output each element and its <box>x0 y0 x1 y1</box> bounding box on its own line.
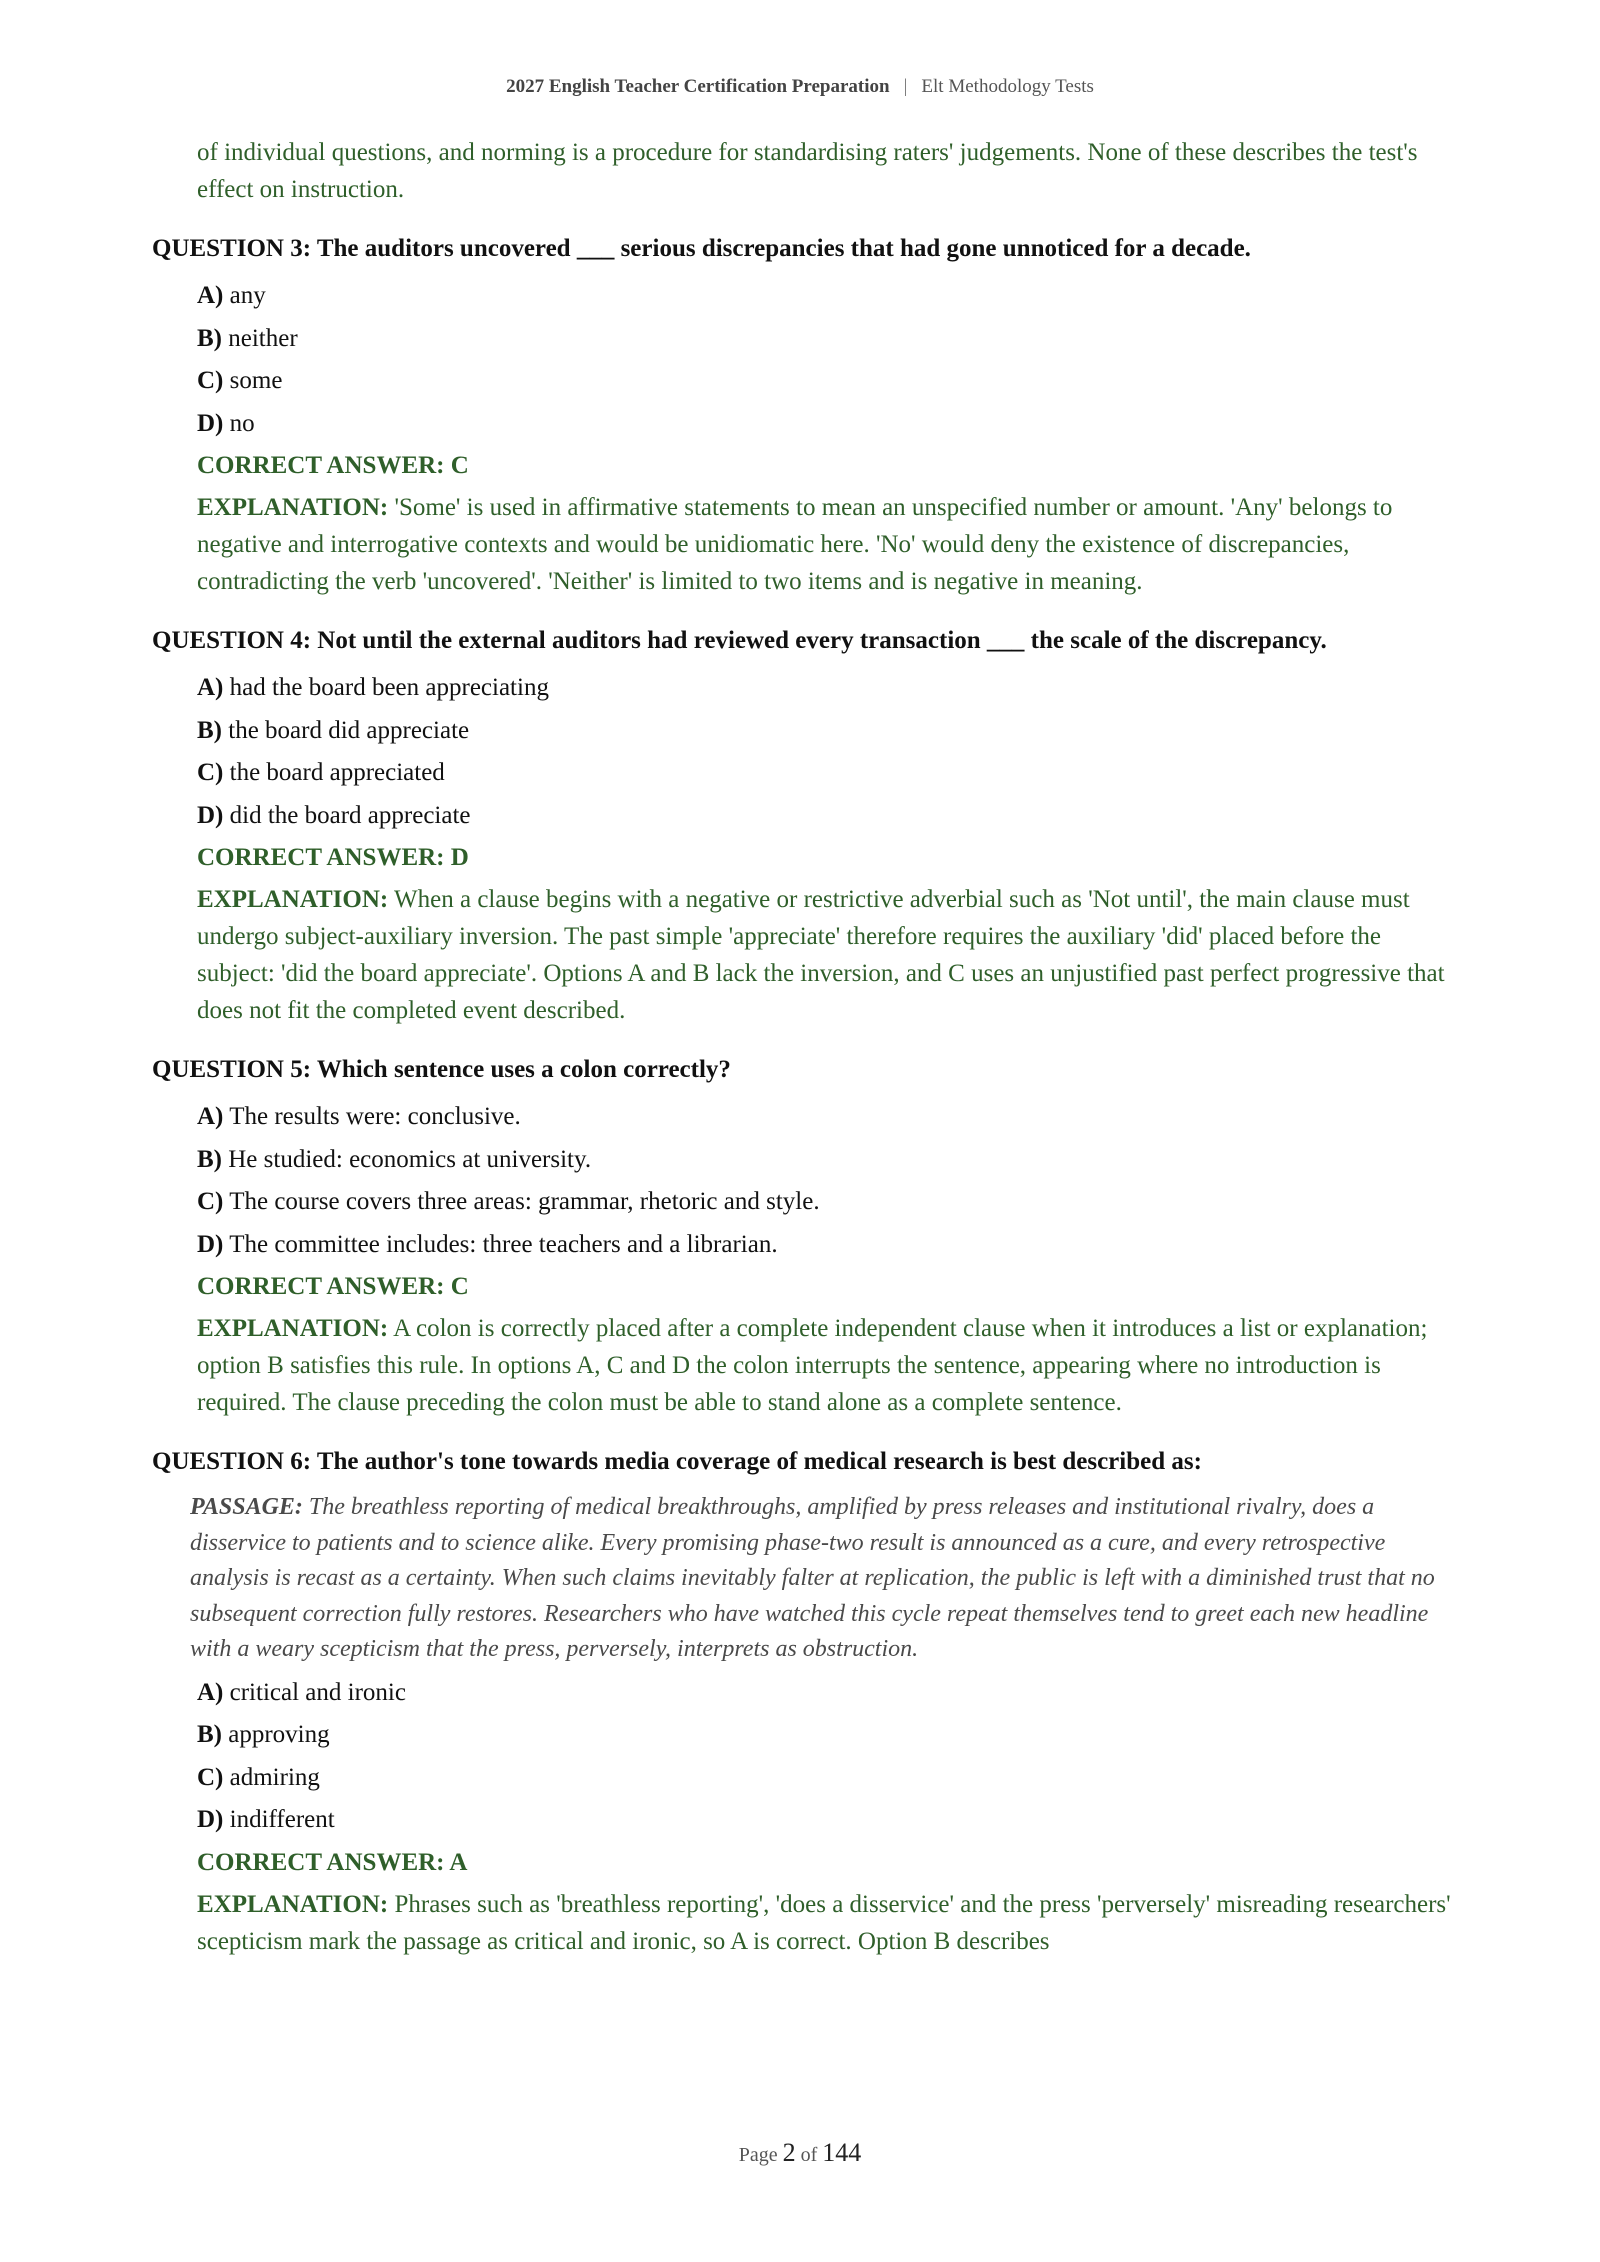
option-letter: C) <box>197 1763 224 1791</box>
question-heading: QUESTION 6: The author's tone towards media coverage of medical research is best described as: <box>152 1448 1202 1475</box>
header-title: 2027 English Teacher Certification Preparation <box>506 76 890 97</box>
option-text: admiring <box>229 1763 320 1791</box>
explanation <box>197 489 1452 600</box>
option-text: some <box>229 367 283 394</box>
option-letter: C) <box>197 367 224 394</box>
option-c <box>197 1183 1452 1220</box>
option-letter: D) <box>197 1230 224 1258</box>
current-page-number: 2 <box>782 2138 796 2167</box>
explanation <box>197 1310 1452 1421</box>
option-letter: A) <box>197 1678 224 1706</box>
explanation-label: EXPLANATION: <box>197 494 389 521</box>
explanation-text: Phrases such as 'breathless reporting', 'does a disservice' and the press 'perversely' misreading researchers' scepticism mark the passage as critical and ironic, so A is correct. Option B describes <box>197 1890 1451 1955</box>
options-list <box>152 669 1452 834</box>
correct-answer: CORRECT ANSWER: C <box>197 452 469 479</box>
page-content <box>152 134 1452 1982</box>
explanation-label: EXPLANATION: <box>197 886 389 913</box>
question-block-6 <box>152 1443 1452 1960</box>
option-c <box>197 362 1452 399</box>
option-letter: C) <box>197 1188 224 1215</box>
option-text: approving <box>228 1721 330 1748</box>
running-header <box>0 76 1600 98</box>
question-block-3 <box>152 230 1452 600</box>
total-pages-number: 144 <box>822 2138 862 2167</box>
explanation-text: When a clause begins with a negative or restrictive adverbial such as 'Not until', the main clause must undergo subject-auxiliary inversion. The past simple 'appreciate' therefore requires the auxiliary 'did' placed before the subject: 'did the board appreciate'. Options A and B lack the inversion, and C uses an unjustified past perfect progressive that does not fit the completed event described. <box>197 886 1445 1024</box>
option-text: the board appreciated <box>229 759 445 786</box>
explanation <box>197 881 1452 1029</box>
passage-text: The breathless reporting of medical breakthroughs, amplified by press releases and institutional rivalry, does a disservice to patients and to science alike. Every promising phase-two result is announced as a cure, and every retrospective analysis is recast as a certainty. When such claims inevitably falter at replication, the public is left with a diminished trust that no subsequent correction fully restores. Researchers who have watched this cycle repeat themselves tend to greet each new headline with a weary scepticism that the press, perversely, interprets as obstruction. <box>190 1494 1435 1662</box>
option-c <box>197 1759 1452 1796</box>
option-letter: B) <box>197 324 222 352</box>
correct-answer: CORRECT ANSWER: A <box>197 1848 468 1876</box>
option-a <box>197 277 1452 314</box>
option-letter: C) <box>197 759 224 786</box>
page-number-footer <box>0 2138 1600 2168</box>
options-list <box>152 1098 1452 1263</box>
option-letter: A) <box>197 1103 224 1130</box>
option-letter: D) <box>197 1806 224 1833</box>
question-block-5 <box>152 1051 1452 1421</box>
option-text: The committee includes: three teachers and a librarian. <box>229 1230 778 1258</box>
question-heading: QUESTION 5: Which sentence uses a colon correctly? <box>152 1056 731 1083</box>
option-letter: D) <box>197 409 224 437</box>
option-letter: A) <box>197 674 224 701</box>
reading-passage <box>190 1490 1452 1668</box>
option-letter: B) <box>197 1145 222 1173</box>
option-text: no <box>229 409 255 437</box>
explanation-label: EXPLANATION: <box>197 1890 389 1918</box>
option-b <box>197 1141 1452 1178</box>
explanation <box>197 1886 1452 1960</box>
option-letter: B) <box>197 1721 222 1748</box>
explanation-text: 'Some' is used in affirmative statements to mean an unspecified number or amount. 'Any' belongs to negative and interrogative contexts and would be unidiomatic here. 'No' would deny the existence of discrepancies, contradicting the verb 'uncovered'. 'Neither' is limited to two items and is negative in meaning. <box>197 494 1393 595</box>
option-text: The course covers three areas: grammar, rhetoric and style. <box>229 1188 820 1215</box>
of-word: of <box>800 2144 818 2166</box>
option-text: neither <box>228 324 298 352</box>
option-d <box>197 1226 1452 1263</box>
option-letter: B) <box>197 716 222 744</box>
option-a <box>197 1674 1452 1711</box>
explanation-label: EXPLANATION: <box>197 1315 389 1342</box>
option-c <box>197 754 1452 791</box>
option-a <box>197 1098 1452 1135</box>
option-d <box>197 797 1452 834</box>
option-text: critical and ironic <box>229 1678 406 1706</box>
options-list <box>152 1674 1452 1839</box>
option-text: indifferent <box>229 1806 335 1833</box>
option-text: had the board been appreciating <box>229 674 549 701</box>
option-d <box>197 1801 1452 1838</box>
option-text: did the board appreciate <box>229 801 471 829</box>
page-word: Page <box>738 2144 778 2166</box>
option-text: He studied: economics at university. <box>228 1145 592 1173</box>
header-subtitle: Elt Methodology Tests <box>921 76 1094 97</box>
option-b <box>197 320 1452 357</box>
passage-label: PASSAGE: <box>190 1494 303 1520</box>
option-letter: D) <box>197 801 224 829</box>
explanation-text: A colon is correctly placed after a complete independent clause when it introduces a list or explanation; option B satisfies this rule. In options A, C and D the colon interrupts the sentence, appearing where no introduction is required. The clause preceding the colon must be able to stand alone as a complete sentence. <box>197 1315 1428 1416</box>
correct-answer: CORRECT ANSWER: D <box>197 844 469 871</box>
option-d <box>197 405 1452 442</box>
header-separator: | <box>903 76 908 97</box>
option-b <box>197 712 1452 749</box>
option-a <box>197 669 1452 706</box>
question-heading: QUESTION 3: The auditors uncovered ___ serious discrepancies that had gone unnoticed for a decade. <box>152 235 1251 262</box>
option-text: any <box>229 282 266 309</box>
correct-answer: CORRECT ANSWER: C <box>197 1273 469 1300</box>
option-text: the board did appreciate <box>228 716 470 744</box>
question-block-4 <box>152 622 1452 1029</box>
options-list <box>152 277 1452 442</box>
option-text: The results were: conclusive. <box>229 1103 521 1130</box>
option-b <box>197 1716 1452 1753</box>
option-letter: A) <box>197 282 224 309</box>
question-heading: QUESTION 4: Not until the external auditors had reviewed every transaction ___ the scale of the discrepancy. <box>152 627 1327 654</box>
continued-explanation: of individual questions, and norming is a procedure for standardising raters' judgements. None of these describes the test's effect on instruction. <box>197 139 1418 203</box>
